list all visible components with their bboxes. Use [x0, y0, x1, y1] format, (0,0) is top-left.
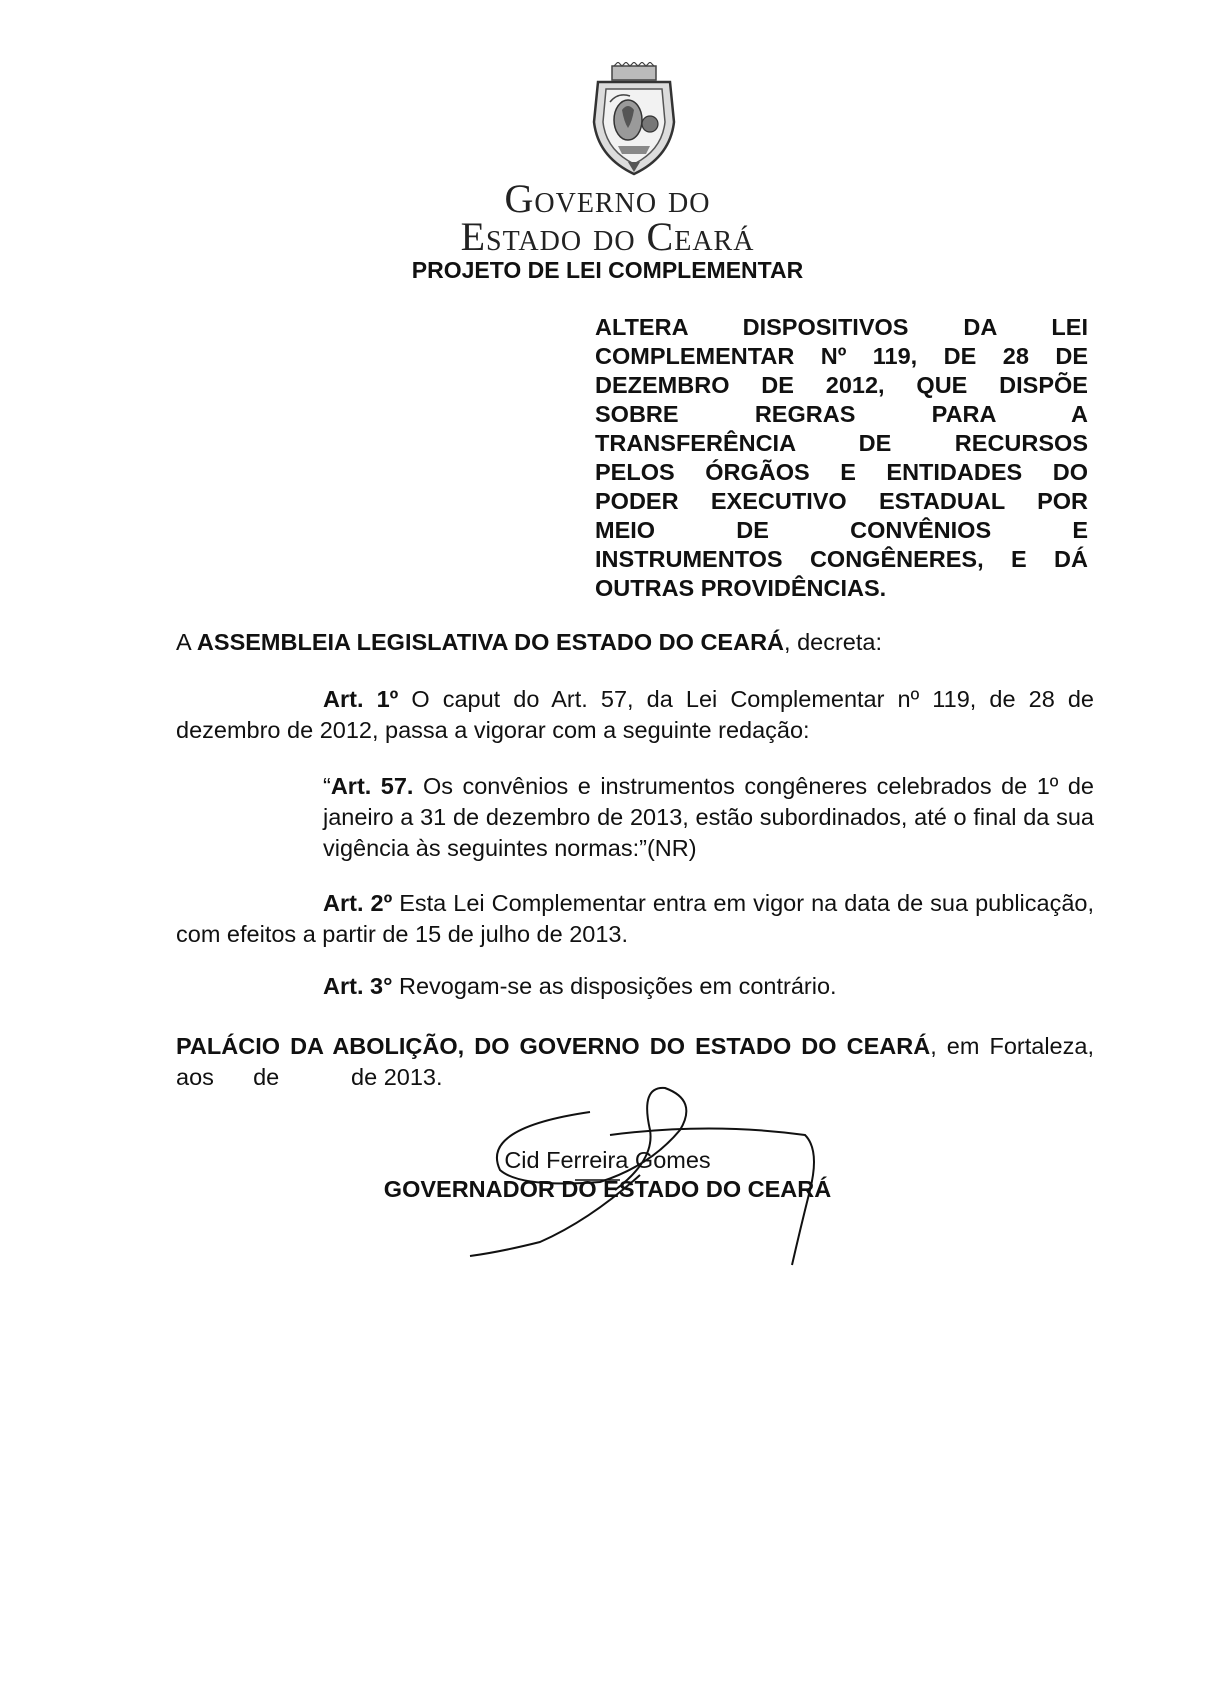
- article-2-label: Art. 2º: [323, 890, 393, 916]
- enactment-suffix: , decreta:: [784, 629, 882, 655]
- enactment-prefix: A: [176, 629, 197, 655]
- summary-line: OUTRAS PROVIDÊNCIAS.: [595, 575, 887, 601]
- article-1: [176, 684, 1094, 746]
- article-1-label: Art. 1º: [323, 686, 399, 712]
- article-2: [176, 888, 1094, 950]
- state-coat-of-arms-icon: [588, 62, 680, 178]
- article-3: [176, 971, 1094, 1002]
- summary-line: MEIO DE CONVÊNIOS E: [595, 517, 1088, 543]
- place-and-date: , em Fortaleza, aos de de 2013.: [176, 1033, 1101, 1090]
- summary-line: TRANSFERÊNCIA DE RECURSOS: [595, 430, 1088, 456]
- enactment-clause: [176, 627, 1096, 657]
- quoted-article-text: Os convênios e instrumentos congêneres celebrados de 1º de janeiro a 31 de dezembro de 2013, estão subordinados, até o final da sua vigência às seguintes normas:”(NR): [323, 773, 1095, 861]
- summary-line: PELOS ÓRGÃOS E ENTIDADES DO: [595, 459, 1088, 485]
- summary-line: ALTERA DISPOSITIVOS DA LEI: [595, 314, 1088, 340]
- article-2-text: Esta Lei Complementar entra em vigor na data de sua publicação, com efeitos a partir de 15 de julho de 2013.: [176, 890, 1094, 947]
- summary-line: COMPLEMENTAR Nº 119, DE 28 DE: [595, 343, 1088, 369]
- document-type-heading: PROJETO DE LEI COMPLEMENTAR: [411, 257, 804, 283]
- article-3-label: Art. 3°: [323, 973, 393, 999]
- quote-open: “: [323, 773, 331, 799]
- quoted-article-57: [323, 771, 1094, 864]
- palace-name: PALÁCIO DA ABOLIÇÃO, DO GOVERNO DO ESTADO DO CEARÁ: [176, 1033, 931, 1059]
- signer-name: Cid Ferreira Gomes: [504, 1147, 711, 1173]
- government-title: Governo do: [504, 176, 711, 221]
- signer-title: GOVERNADOR DO ESTADO DO CEARÁ: [383, 1176, 832, 1202]
- summary-line: INSTRUMENTOS CONGÊNERES, E DÁ: [595, 546, 1088, 572]
- summary-line: DEZEMBRO DE 2012, QUE DISPÕE: [595, 372, 1088, 398]
- article-3-text: Revogam-se as disposições em contrário.: [392, 973, 837, 999]
- state-title: Estado do Ceará: [460, 214, 755, 259]
- bill-summary: [595, 313, 1088, 603]
- article-1-text: O caput do Art. 57, da Lei Complementar nº 119, de 28 de dezembro de 2012, passa a vigorar com a seguinte redação:: [176, 686, 1094, 743]
- summary-line: SOBRE REGRAS PARA A: [595, 401, 1088, 427]
- quoted-article-label: Art. 57.: [330, 773, 414, 799]
- summary-line: PODER EXECUTIVO ESTADUAL POR: [595, 488, 1088, 514]
- enactment-body: ASSEMBLEIA LEGISLATIVA DO ESTADO DO CEARÁ: [196, 629, 785, 655]
